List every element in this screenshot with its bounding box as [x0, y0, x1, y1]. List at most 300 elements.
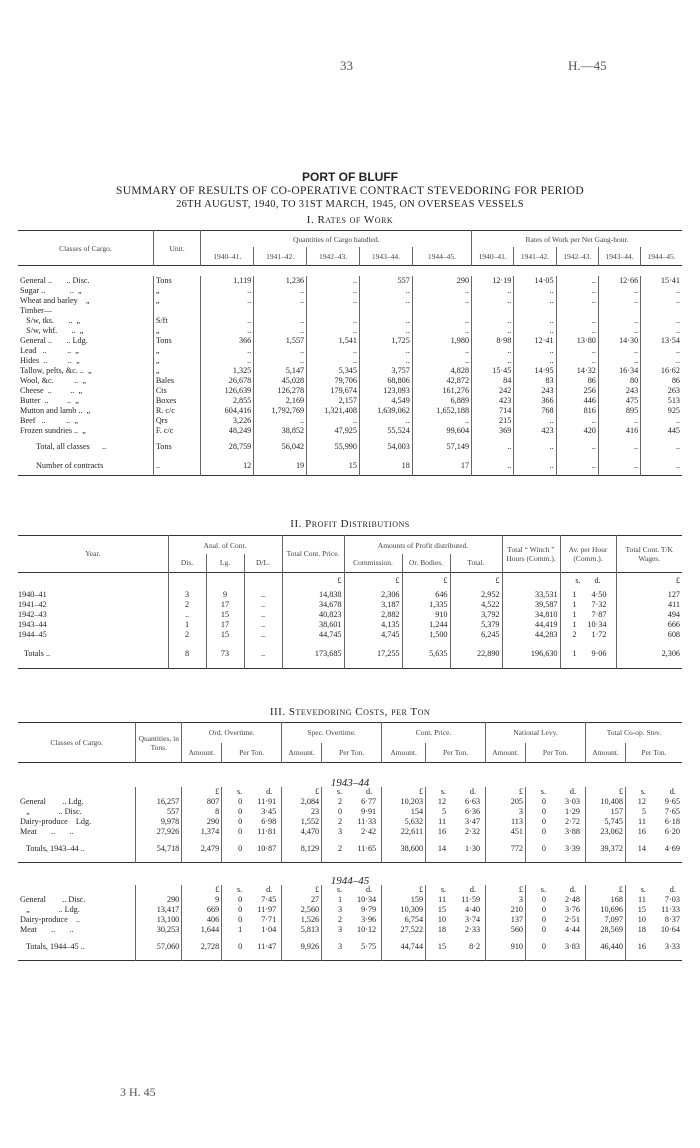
dis-cell: 3	[168, 590, 206, 600]
quantity-cell: 2,855	[201, 396, 254, 406]
amount-header: Amount.	[585, 743, 625, 763]
total-cell: 22,890	[450, 640, 502, 668]
cargo-class: Number of contracts	[36, 461, 104, 471]
rate-cell: ..	[514, 296, 556, 306]
dl-cell: ..	[244, 630, 282, 640]
per-ton-pence: 1·30	[465, 844, 481, 854]
year-header: 1941–42.	[254, 247, 307, 265]
per-ton-cell	[625, 895, 682, 905]
rate-cell: 14·05	[514, 276, 556, 286]
rate-cell: ..	[641, 326, 682, 336]
table-row	[18, 316, 682, 326]
price-cell: 44,745	[282, 630, 344, 640]
quantity-cell: 1,119	[201, 276, 254, 286]
per-ton-pence: 1·29	[564, 806, 580, 816]
per-ton-shillings: 0	[541, 914, 546, 924]
rate-cell: ..	[641, 356, 682, 366]
table-row	[18, 590, 682, 600]
anal-group-header: Anal. of Cont.	[168, 536, 282, 555]
rate-cell	[556, 306, 598, 316]
per-ton-pence: 9·79	[361, 904, 377, 914]
amount-cell: 28,569	[585, 925, 625, 935]
rate-cell: 416	[598, 426, 640, 436]
profit-distributions-table	[18, 535, 682, 669]
cost-group-header: Ord. Overtime.	[182, 723, 282, 743]
rate-cell: ..	[472, 326, 514, 336]
unit-cell: S/ft	[153, 316, 201, 326]
per-ton-pence: 3·74	[465, 914, 481, 924]
lg-cell: 17	[206, 600, 244, 610]
per-ton-pence: 6·77	[361, 796, 377, 806]
year-header: 1941–42.	[514, 247, 556, 265]
totals-label: Totals, 1944–45 ..	[26, 942, 85, 952]
quantity-cell: 57,060	[136, 935, 182, 961]
year-header: 1943–44.	[359, 247, 412, 265]
per-ton-shillings: 15	[637, 904, 646, 914]
per-ton-cell	[322, 797, 382, 807]
per-ton-shillings: 16	[437, 826, 447, 836]
section3-heading: III. Stevedoring Costs, per Ton	[269, 706, 431, 718]
quantity-cell: ..	[359, 346, 412, 356]
table-row	[18, 807, 682, 817]
quantity-cell: 99,604	[412, 426, 471, 436]
amount-header: Amount.	[182, 743, 222, 763]
per-ton-cell	[222, 807, 282, 817]
rate-cell: ..	[556, 436, 598, 458]
shillings-label: s.	[640, 786, 646, 796]
rate-cell: 16·62	[641, 366, 682, 376]
cost-group-header: Cont. Price.	[382, 723, 486, 743]
amount-cell: 10,696	[585, 905, 625, 915]
amount-cell: 451	[486, 827, 526, 837]
table-row	[18, 817, 682, 827]
per-ton-shillings: 12	[637, 796, 646, 806]
per-ton-shillings: 3	[338, 826, 343, 836]
rate-cell: ..	[556, 458, 598, 476]
per-ton-pence: 11·65	[357, 844, 377, 854]
quantity-cell: 42,872	[412, 376, 471, 386]
quantity-cell: 4,549	[359, 396, 412, 406]
table-row	[18, 306, 682, 316]
quantity-cell: ..	[254, 316, 307, 326]
summary-title-line1: SUMMARY OF RESULTS OF CO-OPERATIVE CONTRACT STEVEDORING FOR PERIOD	[116, 185, 584, 197]
rate-cell: ..	[641, 346, 682, 356]
quantity-cell: 179,674	[307, 386, 360, 396]
cargo-class: Meat .. ..	[20, 924, 74, 934]
per-ton-cell	[526, 797, 586, 807]
amount-cell: 23,062	[585, 827, 625, 837]
unit-cell: „	[153, 326, 201, 336]
sd-label	[625, 885, 682, 895]
per-ton-cell	[322, 925, 382, 935]
quantity-cell: ..	[201, 316, 254, 326]
per-ton-pence: 4·40	[465, 904, 481, 914]
per-ton-pence: 3·83	[564, 942, 580, 952]
rate-cell	[472, 306, 514, 316]
year-header: 1940–41.	[472, 247, 514, 265]
quantity-cell: 57,149	[412, 436, 471, 458]
per-ton-pence: 11·47	[257, 942, 277, 952]
per-ton-cell	[222, 925, 282, 935]
quantity-cell: 56,042	[254, 436, 307, 458]
rate-cell: 13·80	[556, 336, 598, 346]
cargo-class: General .. .. Disc.	[20, 275, 90, 285]
per-ton-cell	[426, 915, 486, 925]
currency-label: £	[402, 572, 450, 590]
winch-cell: 44,283	[502, 630, 560, 640]
per-ton-shillings: 0	[238, 904, 243, 914]
rate-cell: 12·41	[514, 336, 556, 346]
unit-cell: Bales	[153, 376, 201, 386]
per-ton-shillings: 18	[437, 924, 447, 934]
year-cell: 1943–44	[18, 620, 47, 629]
amount-cell: 910	[486, 935, 526, 961]
quantity-cell: 6,889	[412, 396, 471, 406]
rate-cell: 446	[556, 396, 598, 406]
per-ton-cell	[526, 915, 586, 925]
cargo-class: Tallow, pelts, &c. .. „	[20, 365, 92, 375]
unit-cell: „	[153, 366, 201, 376]
per-ton-shillings: 0	[541, 826, 546, 836]
amount-cell: 3	[486, 807, 526, 817]
rate-cell: 16·34	[598, 366, 640, 376]
amount-header: Amount.	[382, 743, 426, 763]
per-ton-pence: 7·65	[664, 806, 680, 816]
per-ton-pence: 9·65	[664, 796, 680, 806]
dl-cell: ..	[244, 640, 282, 668]
stevedoring-costs-table	[18, 722, 682, 961]
per-ton-shillings: 14	[437, 844, 447, 854]
quantity-cell: 55,524	[359, 426, 412, 436]
rate-cell: ..	[472, 286, 514, 296]
cargo-class: Timber—	[20, 305, 52, 315]
amount-cell: 560	[486, 925, 526, 935]
quantity-cell	[412, 306, 471, 316]
cost-group-header: National Levy.	[486, 723, 586, 743]
per-ton-cell	[526, 837, 586, 863]
per-ton-pence: 2·51	[564, 914, 580, 924]
sd-label	[426, 885, 486, 895]
per-ton-shillings: 3	[338, 942, 343, 952]
table-row	[18, 600, 682, 610]
rate-group-header: Rates of Work per Net Gang-hour.	[472, 231, 682, 248]
amount-cell: 23	[282, 807, 322, 817]
col-qty-header: Quantities, in Tons.	[136, 723, 182, 763]
cargo-class: Wool, &c. .. „	[20, 375, 86, 385]
table-row	[18, 797, 682, 807]
sd-label	[426, 787, 486, 797]
currency-label: £	[382, 885, 426, 895]
currency-label: £	[486, 787, 526, 797]
quantity-cell: 15	[307, 458, 360, 476]
rate-cell: ..	[556, 286, 598, 296]
per-ton-cell	[526, 817, 586, 827]
rate-cell: 256	[556, 386, 598, 396]
per-ton-pence: 11·91	[257, 796, 277, 806]
per-ton-cell	[222, 935, 282, 961]
amount-cell: 2,728	[182, 935, 222, 961]
sd-label	[222, 787, 282, 797]
amount-cell: 46,440	[585, 935, 625, 961]
qty-group-header: Quantities of Cargo handled.	[201, 231, 472, 248]
per-ton-pence: 2·42	[361, 826, 377, 836]
amount-cell: 9,926	[282, 935, 322, 961]
rate-cell: ..	[556, 326, 598, 336]
rate-cell: ..	[641, 286, 682, 296]
per-ton-cell	[426, 925, 486, 935]
currency-label: £	[450, 572, 502, 590]
quantity-cell: ..	[201, 356, 254, 366]
comm-cell: 17,255	[344, 640, 402, 668]
av-cell	[560, 640, 616, 668]
quantity-cell: ..	[359, 326, 412, 336]
lg-cell: 17	[206, 620, 244, 630]
per-ton-cell	[322, 837, 382, 863]
winch-cell: 44,419	[502, 620, 560, 630]
amount-cell: 205	[486, 797, 526, 807]
quantity-cell: ..	[307, 356, 360, 366]
cargo-class: General .. Ldg.	[20, 796, 84, 806]
currency-label: £	[585, 787, 625, 797]
av-shillings: 2	[572, 630, 577, 639]
col-dis-header: Dis.	[168, 554, 206, 572]
rate-cell: ..	[641, 416, 682, 426]
page-number: 33	[340, 58, 353, 73]
rate-cell: ..	[598, 316, 640, 326]
quantity-cell: 27,926	[136, 827, 182, 837]
sd-label	[322, 885, 382, 895]
per-ton-shillings: 5	[641, 806, 646, 816]
unit-cell: F. c/c	[153, 426, 201, 436]
rate-cell	[598, 306, 640, 316]
dl-cell: ..	[244, 600, 282, 610]
amount-cell: 10,203	[382, 797, 426, 807]
quantity-cell: ..	[254, 346, 307, 356]
table-row	[18, 296, 682, 306]
amount-cell: 1,526	[282, 915, 322, 925]
rate-cell: ..	[598, 416, 640, 426]
lg-cell: 15	[206, 630, 244, 640]
rate-cell: 895	[598, 406, 640, 416]
per-ton-pence: 6·20	[664, 826, 680, 836]
av-pence: 7·32	[591, 600, 607, 609]
quantity-cell: 12	[201, 458, 254, 476]
per-ton-pence: 3·39	[564, 844, 580, 854]
cargo-class: Sugar .. .. „	[20, 285, 82, 295]
price-cell: 38,601	[282, 620, 344, 630]
comm-cell: 4,135	[344, 620, 402, 630]
quantity-cell: 26,678	[201, 376, 254, 386]
per-ton-header: Per Ton.	[526, 743, 586, 763]
quantity-cell: 9,978	[136, 817, 182, 827]
total-row	[18, 436, 682, 458]
per-ton-shillings: 16	[637, 826, 646, 836]
av-pence: 1·72	[591, 630, 607, 639]
year-cell: Totals ..	[24, 648, 51, 658]
per-ton-cell	[625, 905, 682, 915]
per-ton-shillings: 0	[541, 796, 546, 806]
table-row	[18, 386, 682, 396]
winch-spacer	[502, 572, 560, 590]
amount-cell: 113	[486, 817, 526, 827]
table-row	[18, 396, 682, 406]
amount-cell: 22,611	[382, 827, 426, 837]
total-cell: 5,379	[450, 620, 502, 630]
per-ton-shillings: 2	[338, 914, 343, 924]
per-ton-shillings: 14	[637, 844, 646, 854]
rate-cell: ..	[472, 296, 514, 306]
unit-cell: Tons	[153, 276, 201, 286]
rate-cell: 816	[556, 406, 598, 416]
per-ton-header: Per Ton.	[426, 743, 486, 763]
quantity-cell: 30,253	[136, 925, 182, 935]
rate-cell: ..	[472, 316, 514, 326]
quantity-cell: ..	[359, 316, 412, 326]
per-ton-cell	[322, 935, 382, 961]
quantity-cell: 1,639,062	[359, 406, 412, 416]
wages-cell: 411	[616, 600, 682, 610]
per-ton-shillings: 5	[441, 806, 447, 816]
cargo-class: Dairy-produce Ldg.	[20, 816, 92, 826]
year-subheading: 1944–45	[330, 874, 370, 887]
shillings-label: s.	[236, 884, 243, 894]
rate-cell: ..	[598, 458, 640, 476]
cost-group-header: Spec. Overtime.	[282, 723, 382, 743]
rate-cell: 13·54	[641, 336, 682, 346]
per-ton-cell	[322, 905, 382, 915]
per-ton-pence: 6·98	[261, 816, 277, 826]
per-ton-cell	[426, 827, 486, 837]
quantity-cell: ..	[307, 316, 360, 326]
per-ton-shillings: 0	[541, 806, 546, 816]
amount-cell: 168	[585, 895, 625, 905]
per-ton-cell	[426, 817, 486, 827]
per-ton-cell	[426, 797, 486, 807]
per-ton-shillings: 0	[238, 894, 243, 904]
amount-cell: 10,408	[585, 797, 625, 807]
quantity-cell: 54,718	[136, 837, 182, 863]
amount-cell: 137	[486, 915, 526, 925]
rate-cell: 15·45	[472, 366, 514, 376]
rate-cell: ..	[472, 346, 514, 356]
rates-of-work-table	[18, 230, 682, 476]
amount-cell: 2,479	[182, 837, 222, 863]
per-ton-cell	[625, 817, 682, 827]
table-row	[18, 827, 682, 837]
winch-cell: 34,810	[502, 610, 560, 620]
quantity-cell: ..	[359, 416, 412, 426]
cargo-class: Total, all classes ..	[36, 441, 107, 451]
rate-cell: ..	[472, 458, 514, 476]
shillings-label: s.	[336, 884, 343, 894]
per-ton-pence: 1·04	[261, 924, 277, 934]
year-header: 1943–44.	[598, 247, 640, 265]
per-ton-pence: 6·36	[465, 806, 481, 816]
rate-cell: 513	[641, 396, 682, 406]
lg-cell: 9	[206, 590, 244, 600]
per-ton-cell	[222, 915, 282, 925]
cargo-class: Beef .. .. „	[20, 415, 78, 425]
per-ton-pence: 5·75	[361, 942, 377, 952]
amount-cell: 772	[486, 837, 526, 863]
per-ton-pence: 11·97	[257, 904, 277, 914]
winch-cell: 33,531	[502, 590, 560, 600]
col-av-header: Av. per Hour (Comm.).	[560, 536, 616, 573]
wages-cell: 494	[616, 610, 682, 620]
av-shillings: 1	[572, 590, 577, 599]
table-row	[18, 630, 682, 640]
rate-cell: ..	[472, 356, 514, 366]
col-class-header: Classes of Cargo.	[59, 243, 112, 253]
year-header: 1940–41.	[201, 247, 254, 265]
unit-cell: Tons	[153, 336, 201, 346]
rate-cell: 423	[514, 426, 556, 436]
per-ton-shillings: 18	[637, 924, 646, 934]
amount-cell: 8,129	[282, 837, 322, 863]
year-header: 1942–43.	[556, 247, 598, 265]
per-ton-pence: 8·2	[469, 942, 481, 952]
table-row	[18, 416, 682, 426]
rate-cell: 80	[598, 376, 640, 386]
currency-label: £	[616, 572, 682, 590]
amount-header: Amount.	[486, 743, 526, 763]
rate-cell: ..	[641, 436, 682, 458]
per-ton-pence: 3·33	[664, 942, 680, 952]
bodies-cell: 1,335	[402, 600, 450, 610]
amount-cell: 1,552	[282, 817, 322, 827]
rate-cell: 215	[472, 416, 514, 426]
year-cell: 1941–42	[18, 600, 47, 609]
rate-cell: 15·41	[641, 276, 682, 286]
unit-cell: R. c/c	[153, 406, 201, 416]
per-ton-cell	[322, 817, 382, 827]
price-cell: 40,823	[282, 610, 344, 620]
per-ton-pence: 11·81	[257, 826, 277, 836]
per-ton-pence: 10·12	[357, 924, 377, 934]
quantity-cell: ..	[254, 326, 307, 336]
quantity-cell	[307, 306, 360, 316]
per-ton-shillings: 0	[238, 844, 243, 854]
table-row	[18, 276, 682, 286]
per-ton-cell	[625, 797, 682, 807]
comm-cell: 2,882	[344, 610, 402, 620]
amount-cell: 27,522	[382, 925, 426, 935]
totals-row	[18, 935, 682, 961]
currency-label: £	[585, 885, 625, 895]
cargo-class: „ .. Disc.	[20, 806, 82, 816]
quantity-cell: ..	[201, 286, 254, 296]
per-ton-shillings: 3	[338, 904, 343, 914]
per-ton-pence: 7·71	[261, 914, 277, 924]
quantity-cell: 1,236	[254, 276, 307, 286]
quantity-cell: 4,828	[412, 366, 471, 376]
quantity-cell: ..	[412, 416, 471, 426]
quantity-cell: ..	[201, 346, 254, 356]
quantity-cell: ..	[412, 296, 471, 306]
quantity-cell: ..	[307, 286, 360, 296]
quantity-cell: 557	[359, 276, 412, 286]
currency-label: £	[282, 787, 322, 797]
section2-heading: II. Profit Distributions	[290, 518, 410, 530]
per-ton-cell	[222, 797, 282, 807]
cargo-class: Wheat and barley „	[20, 295, 90, 305]
per-ton-cell	[526, 905, 586, 915]
year-cell: 1942–43	[18, 610, 47, 619]
per-ton-cell	[222, 827, 282, 837]
total-cell: 4,522	[450, 600, 502, 610]
per-ton-cell	[426, 837, 486, 863]
amount-cell: 669	[182, 905, 222, 915]
